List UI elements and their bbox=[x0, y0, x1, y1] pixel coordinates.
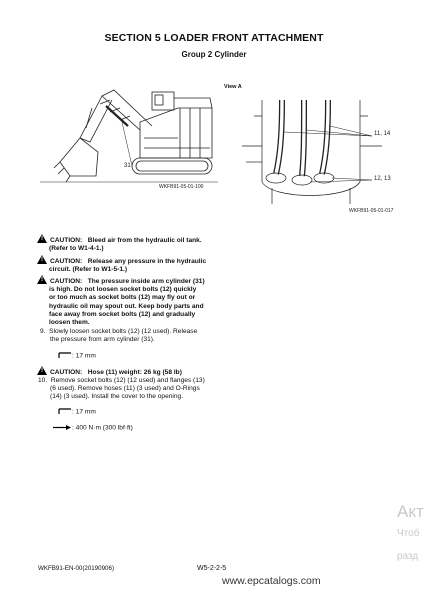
left-callout: 31 bbox=[124, 163, 131, 169]
caution-3: !CAUTION: The pressure inside arm cylinder (31) is high. Do not loosen socket bolts (12) quickly or too much as socket bolts (12) may fly out or hydraulic oil may spout out. Keep body parts and face away from socket bolts (12) and gradually loosen them. bbox=[37, 275, 217, 327]
warning-icon bbox=[37, 275, 47, 284]
caution-2: !CAUTION: Release any pressure in the hydraulic circuit. (Refer to W1-5-1.) bbox=[37, 255, 206, 274]
step-9: 9. Slowly loosen socket bolts (12) (12 used). Release the pressure from arm cylinder (31). bbox=[40, 328, 198, 344]
warning-icon bbox=[37, 255, 47, 264]
cylinder-hose-view bbox=[232, 96, 402, 206]
section-title: SECTION 5 LOADER FRONT ATTACHMENT bbox=[104, 32, 324, 44]
overlay-line-3: разд bbox=[397, 551, 419, 562]
torque-wrench-icon bbox=[52, 424, 72, 431]
overlay-line-1: Акт bbox=[397, 502, 424, 521]
wrench-icon bbox=[58, 352, 72, 359]
document-code: WKFB91-EN-00(20190906) bbox=[38, 565, 115, 572]
overlay-line-2: Чтоб bbox=[397, 528, 420, 539]
page-number: W5-2-2-5 bbox=[197, 565, 227, 572]
warning-icon bbox=[37, 234, 47, 243]
left-figure-caption: WKFB91-05-01-100 bbox=[159, 184, 204, 190]
right-figure-caption: WKFB91-05-01-017 bbox=[349, 208, 394, 214]
step-10: 10. Remove socket bolts (12) (12 used) and flanges (13) (6 used). Remove hoses (11) (3 used) and O-Rings (14) (3 used). Install the cover to the opening. bbox=[38, 377, 205, 401]
step-10-torque: : 400 N·m (300 lbf·ft) bbox=[52, 424, 133, 432]
callout-12-13: 12, 13 bbox=[374, 176, 391, 182]
step-10-tool: : 17 mm bbox=[58, 408, 96, 416]
view-label: View A bbox=[224, 84, 242, 90]
step-9-tool: : 17 mm bbox=[58, 352, 96, 360]
loader-illustration bbox=[40, 78, 218, 193]
caution-4: !CAUTION: Hose (11) weight: 26 kg (58 lb) bbox=[37, 366, 182, 377]
group-title: Group 2 Cylinder bbox=[181, 50, 247, 59]
callout-11-14: 11, 14 bbox=[374, 131, 391, 137]
caution-1: !CAUTION: Bleed air from the hydraulic oil tank. (Refer to W1-4-1.) bbox=[37, 234, 202, 253]
wrench-icon bbox=[58, 408, 72, 415]
watermark: www.epcatalogs.com bbox=[222, 575, 321, 587]
warning-icon bbox=[37, 366, 47, 375]
